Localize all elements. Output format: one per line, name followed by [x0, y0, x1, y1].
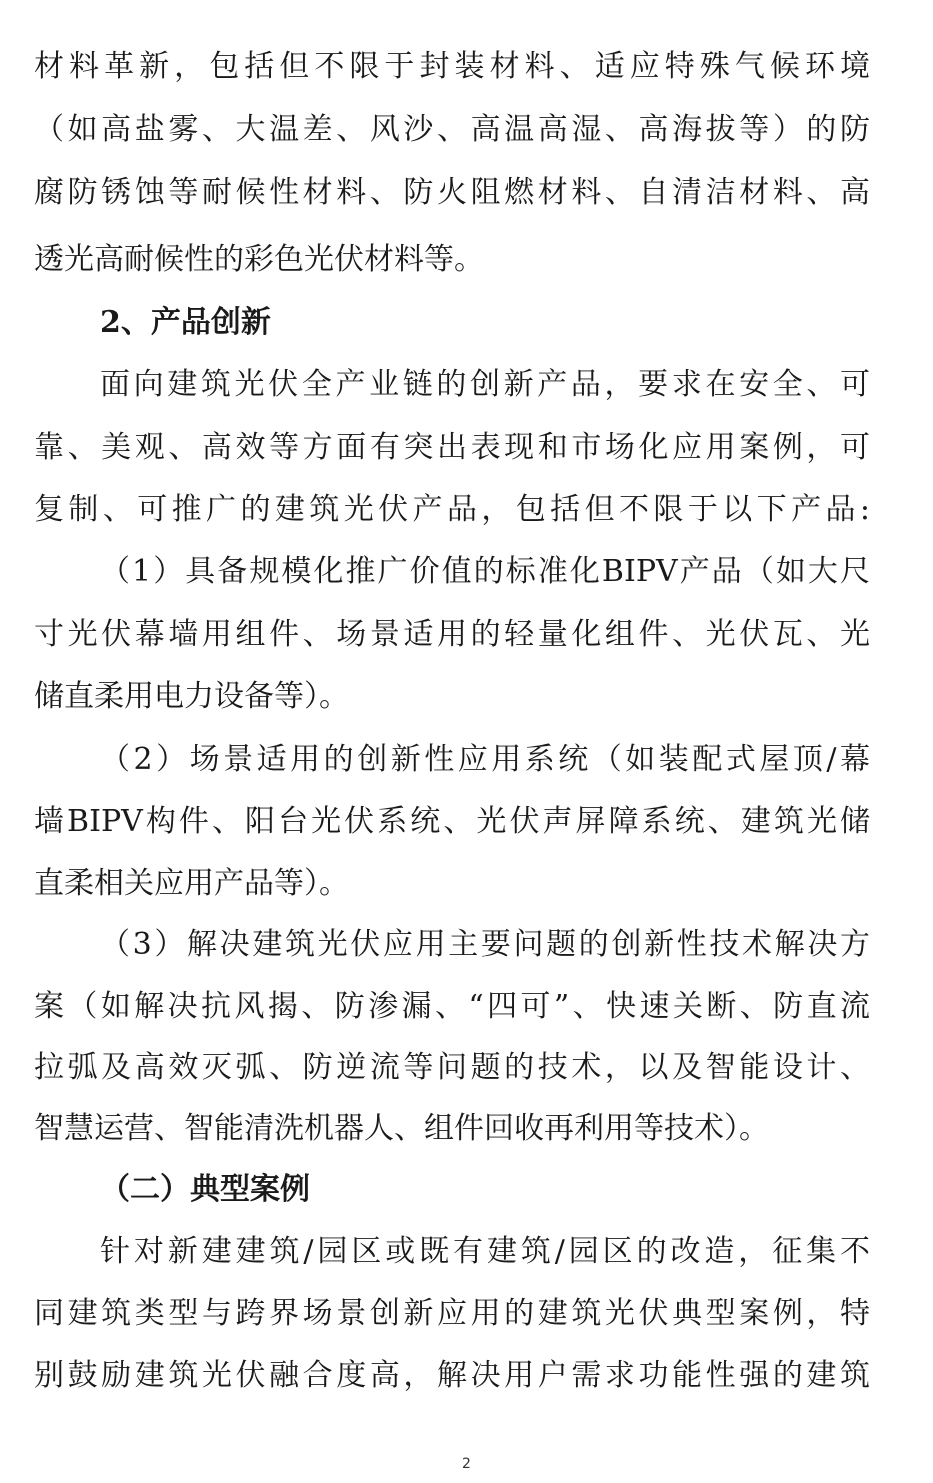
- paragraph-line: 同建筑类型与跨界场景创新应用的建筑光伏典型案例，特: [34, 1296, 870, 1331]
- paragraph-line: 针对新建建筑/园区或既有建筑/园区的改造，征集不: [100, 1234, 870, 1269]
- section-heading-product-innovation: 2、产品创新: [100, 305, 271, 340]
- list-item-line: （1）具备规模化推广价值的标准化BIPV产品（如大尺: [100, 554, 870, 589]
- paragraph-line: 透光高耐候性的彩色光伏材料等。: [34, 242, 484, 277]
- list-item-line: 案（如解决抗风揭、防渗漏、“四可”、快速关断、防直流: [34, 989, 870, 1024]
- list-item-line: 拉弧及高效灭弧、防逆流等问题的技术，以及智能设计、: [34, 1050, 870, 1085]
- page-number: 2: [462, 1456, 471, 1472]
- list-item-line: （2）场景适用的创新性应用系统（如装配式屋顶/幕: [100, 742, 870, 777]
- list-item-line: 墙BIPV构件、阳台光伏系统、光伏声屏障系统、建筑光储: [34, 804, 870, 839]
- list-item-line: 寸光伏幕墙用组件、场景适用的轻量化组件、光伏瓦、光: [34, 617, 870, 652]
- list-item-line: 智慧运营、智能清洗机器人、组件回收再利用等技术）。: [34, 1111, 769, 1146]
- paragraph-line: 靠、美观、高效等方面有突出表现和市场化应用案例，可: [34, 430, 870, 465]
- paragraph-line: 材料革新，包括但不限于封装材料、适应特殊气候环境: [34, 49, 870, 84]
- paragraph-line: （如高盐雾、大温差、风沙、高温高湿、高海拔等）的防: [34, 112, 870, 147]
- list-item-line: 直柔相关应用产品等）。: [34, 866, 349, 901]
- paragraph-line: 腐防锈蚀等耐候性材料、防火阻燃材料、自清洁材料、高: [34, 175, 870, 210]
- section-heading-typical-cases: （二）典型案例: [100, 1172, 310, 1207]
- paragraph-line: 别鼓励建筑光伏融合度高，解决用户需求功能性强的建筑: [34, 1358, 870, 1393]
- paragraph-line: 复制、可推广的建筑光伏产品，包括但不限于以下产品:: [34, 492, 870, 527]
- list-item-line: 储直柔用电力设备等）。: [34, 679, 349, 714]
- paragraph-line: 面向建筑光伏全产业链的创新产品，要求在安全、可: [100, 367, 870, 402]
- list-item-line: （3）解决建筑光伏应用主要问题的创新性技术解决方: [100, 927, 870, 962]
